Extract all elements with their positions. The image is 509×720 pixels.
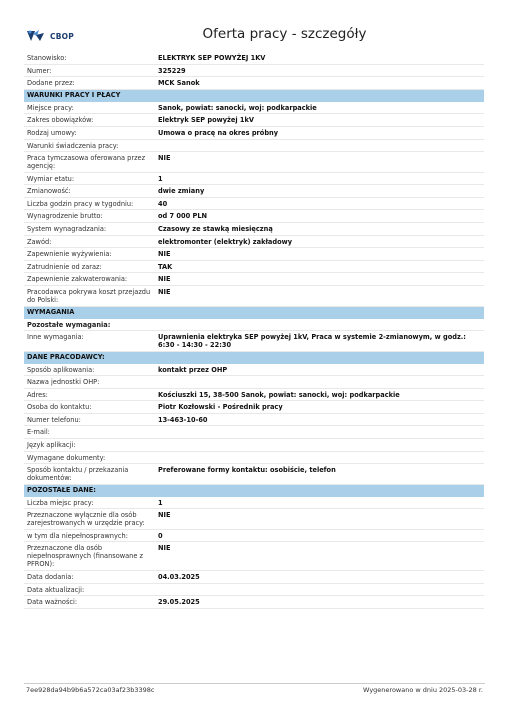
detail-label: Zawód: xyxy=(27,237,52,246)
detail-label: Numer telefonu: xyxy=(27,415,81,424)
detail-value: kontakt przez OHP xyxy=(158,365,228,374)
detail-value: MCK Sanok xyxy=(158,79,200,88)
detail-label: Zatrudnienie od zaraz: xyxy=(27,262,102,271)
detail-label: Stanowisko: xyxy=(27,54,67,62)
detail-value: NIE xyxy=(158,154,171,163)
detail-row xyxy=(24,331,484,352)
detail-label: Wymiar etatu: xyxy=(27,174,75,183)
detail-label: Nazwa jednostki OHP: xyxy=(27,378,100,387)
detail-label: Liczba godzin pracy w tygodniu: xyxy=(27,199,134,208)
detail-row xyxy=(24,273,484,286)
detail-value: Kościuszki 15, 38-500 Sanok, powiat: sanocki, woj: podkarpackie xyxy=(158,390,400,399)
detail-value: NIE xyxy=(158,544,171,553)
offer-details xyxy=(24,52,484,609)
detail-label: Praca tymczasowa oferowana przez agencję: xyxy=(27,154,146,171)
detail-label: Dodane przez: xyxy=(27,79,75,88)
detail-label: Sposób kontaktu / przekazania dokumentów: xyxy=(27,466,129,483)
detail-row xyxy=(24,198,484,211)
detail-row xyxy=(24,497,484,510)
detail-row xyxy=(24,364,484,377)
detail-label: Miejsce pracy: xyxy=(27,103,74,112)
page-header xyxy=(0,0,509,52)
section-header: POZOSTAŁE DANE: xyxy=(24,485,484,497)
detail-row xyxy=(24,426,484,439)
detail-value: 325229 xyxy=(158,66,186,75)
detail-label: Numer: xyxy=(27,66,52,75)
detail-label: Rodzaj umowy: xyxy=(27,128,77,137)
detail-label: Osoba do kontaktu: xyxy=(27,403,92,412)
detail-value: Uprawnienia elektryka SEP powyżej 1kV, Praca w systemie 2-zmianowym, w godz.: 6:30 - 14:30 - 22:30 xyxy=(158,333,466,349)
detail-label: E-mail: xyxy=(27,428,50,437)
detail-value xyxy=(158,376,484,380)
detail-label: Pracodawca pokrywa koszt przejazdu do Polski: xyxy=(27,288,151,304)
detail-label: Przeznaczone wyłącznie dla osób zarejestrowanych w urzędzie pracy: xyxy=(27,511,145,528)
detail-value: 40 xyxy=(158,199,168,208)
document-hash: 7ee928da94b9b6a572ca03af23b3398c xyxy=(26,686,155,694)
detail-value: TAK xyxy=(158,262,173,271)
detail-row xyxy=(24,584,484,597)
detail-label: w tym dla niepełnosprawnych: xyxy=(27,531,128,540)
detail-value: Czasowy ze stawką miesięczną xyxy=(158,225,273,234)
detail-label: Zakres obowiązków: xyxy=(27,116,94,125)
detail-row xyxy=(24,596,484,609)
detail-value: NIE xyxy=(158,511,171,520)
detail-row xyxy=(24,414,484,427)
detail-row xyxy=(24,542,484,571)
detail-row xyxy=(24,452,484,465)
detail-row xyxy=(24,401,484,414)
detail-label: Data dodania: xyxy=(27,572,74,581)
detail-value: Sanok, powiat: sanocki, woj: podkarpackie xyxy=(158,103,317,112)
detail-row xyxy=(24,65,484,78)
detail-label: Sposób aplikowania: xyxy=(27,365,95,374)
footer-divider xyxy=(24,683,485,684)
detail-row xyxy=(24,77,484,90)
detail-value: elektromonter (elektryk) zakładowy xyxy=(158,237,292,246)
detail-label: Wynagrodzenie brutto: xyxy=(27,212,103,221)
detail-value xyxy=(158,584,484,588)
detail-label: Liczba miejsc pracy: xyxy=(27,498,94,507)
detail-value: Preferowane formy kontaktu: osobiście, telefon xyxy=(158,466,336,475)
detail-value xyxy=(158,439,484,443)
detail-label: Wymagane dokumenty: xyxy=(27,453,106,462)
detail-value: 0 xyxy=(158,531,163,540)
detail-value: Piotr Kozłowski - Pośrednik pracy xyxy=(158,403,283,412)
detail-label: System wynagradzania: xyxy=(27,225,107,234)
detail-row xyxy=(24,127,484,140)
detail-row xyxy=(24,248,484,261)
detail-value: 1 xyxy=(158,498,163,507)
detail-row xyxy=(24,223,484,236)
detail-row xyxy=(24,464,484,485)
detail-row xyxy=(24,236,484,249)
detail-label: Przeznaczone dla osób niepełnosprawnych (finansowane z PFRON): xyxy=(27,544,143,569)
detail-row xyxy=(24,509,484,530)
detail-row xyxy=(24,210,484,223)
detail-label: Data aktualizacji: xyxy=(27,585,85,594)
detail-row xyxy=(24,185,484,198)
detail-value: NIE xyxy=(158,250,171,259)
section-header: WARUNKI PRACY I PŁACY xyxy=(24,90,484,102)
detail-row xyxy=(24,114,484,127)
detail-row xyxy=(24,389,484,402)
page-title: Oferta pracy - szczegóły xyxy=(202,26,367,42)
detail-label: Data ważności: xyxy=(27,598,78,607)
detail-value: NIE xyxy=(158,288,171,296)
generated-date: Wygenerowano w dniu 2025-03-28 r. xyxy=(363,686,483,694)
detail-label: Język aplikacji: xyxy=(27,441,76,450)
detail-label: Zapewnienie wyżywienia: xyxy=(27,250,112,259)
detail-value: 1 xyxy=(158,174,163,183)
detail-value: 13-463-10-60 xyxy=(158,415,208,424)
detail-value xyxy=(158,426,484,430)
detail-value: NIE xyxy=(158,275,171,284)
detail-value: Umowa o pracę na okres próbny xyxy=(158,128,279,137)
detail-value: 29.05.2025 xyxy=(158,598,200,607)
detail-row xyxy=(24,261,484,274)
section-header: DANE PRACODAWCY: xyxy=(24,352,484,364)
detail-value: 04.03.2025 xyxy=(158,572,200,581)
detail-row xyxy=(24,102,484,115)
detail-row xyxy=(24,152,484,173)
detail-label: Warunki świadczenia pracy: xyxy=(27,141,119,150)
detail-row xyxy=(24,571,484,584)
detail-label: Inne wymagania: xyxy=(27,333,84,341)
detail-row xyxy=(24,52,484,65)
detail-row xyxy=(24,286,484,307)
detail-value: Elektryk SEP powyżej 1kV xyxy=(158,116,254,125)
detail-label: Adres: xyxy=(27,390,48,399)
detail-row xyxy=(24,376,484,389)
section-header: WYMAGANIA xyxy=(24,307,484,319)
detail-row xyxy=(24,140,484,153)
detail-row xyxy=(24,530,484,543)
section-subheader: Pozostałe wymagania: xyxy=(24,319,484,332)
detail-value: dwie zmiany xyxy=(158,187,205,196)
detail-row xyxy=(24,173,484,186)
logo-text: CBOP xyxy=(50,31,74,41)
detail-value xyxy=(158,452,484,456)
detail-label: Zmianowość: xyxy=(27,187,71,196)
detail-value: ELEKTRYK SEP POWYŻEJ 1KV xyxy=(158,54,266,62)
detail-label: Zapewnienie zakwaterowania: xyxy=(27,275,128,284)
detail-row xyxy=(24,439,484,452)
detail-value: od 7 000 PLN xyxy=(158,212,208,221)
detail-value xyxy=(158,140,484,144)
